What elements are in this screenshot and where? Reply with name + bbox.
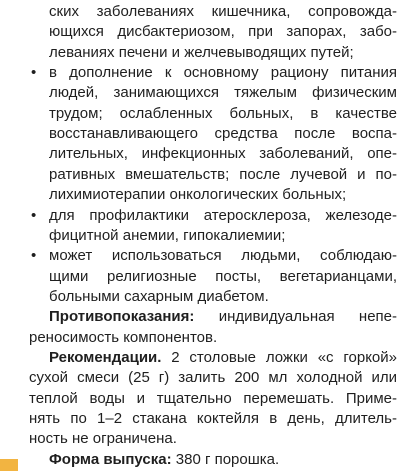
section-heading: Рекомендации. (49, 349, 162, 366)
text-line (49, 43, 354, 63)
text-line (49, 206, 397, 226)
section-heading: Противопоказания: (49, 308, 195, 325)
text-line (49, 267, 397, 287)
text-line (49, 287, 269, 307)
text-span: нять по 1–2 стакана коктейля в день, длитель- (29, 410, 397, 427)
text-line (29, 389, 397, 409)
text-line (29, 328, 217, 348)
bullet-marker: • (31, 207, 37, 224)
text-line (49, 144, 397, 164)
text-line (49, 63, 397, 83)
text-span: лихимиотерапии онкологических больных; (49, 186, 347, 203)
text-span: может использоваться людьми, соблюдаю- (49, 247, 397, 264)
text-line (49, 165, 397, 185)
text-span: реносимость компонентов. (29, 329, 218, 346)
bullet-marker: • (31, 64, 37, 81)
text-span: сухой смеси (25 г) залить 200 мл холодной или (29, 369, 397, 386)
text-span: ность не ограничена. (29, 430, 177, 447)
text-span: щими религиозные посты, вегетарианцами, (49, 268, 397, 285)
text-span: теплой воды и тщательно перемешать. Приме- (29, 390, 397, 407)
text-span: восстанавливающего средства после воспа- (49, 125, 397, 142)
text-line (49, 226, 285, 246)
bullet-marker: • (31, 247, 37, 264)
text-line (49, 185, 346, 205)
text-line (29, 409, 397, 429)
text-line (29, 368, 397, 388)
text-span: индивидуальная непе- (194, 308, 397, 325)
text-span: больными сахарным диабетом. (49, 288, 269, 305)
text-span: лительных, инфекционных заболеваний, опе- (49, 145, 397, 162)
text-line (29, 429, 177, 449)
text-span: фицитной анемии, гипокалиемии; (49, 227, 286, 244)
section-heading: Форма выпуска: (49, 451, 172, 468)
text-line (49, 2, 397, 22)
text-span: трудом; ослабленных больных, в качестве (49, 105, 397, 122)
text-line (49, 348, 397, 368)
text-line (49, 246, 397, 266)
text-line (49, 83, 397, 103)
text-span: для профилактики атеросклероза, железоде- (49, 207, 397, 224)
corner-tab-mark (0, 459, 18, 471)
text-span: леваниях печени и желчевыводящих путей; (49, 44, 354, 61)
text-span: в дополнение к основному рациону питания (49, 64, 397, 81)
text-span: людей, занимающихся тяжелым физическим (49, 84, 397, 101)
text-span: 2 столовые ложки «с горкой» (161, 349, 397, 366)
text-line (49, 124, 397, 144)
text-line (49, 450, 279, 470)
text-span: ющихся дисбактериозом, при запорах, забо- (49, 23, 397, 40)
text-span: 380 г порошка. (171, 451, 280, 468)
text-span: ских заболеваниях кишечника, сопровожда- (49, 3, 397, 20)
text-line (49, 22, 397, 42)
text-span: ративных вмешательств; после лучевой и по- (49, 166, 397, 183)
text-line (49, 307, 397, 327)
text-line (49, 104, 397, 124)
